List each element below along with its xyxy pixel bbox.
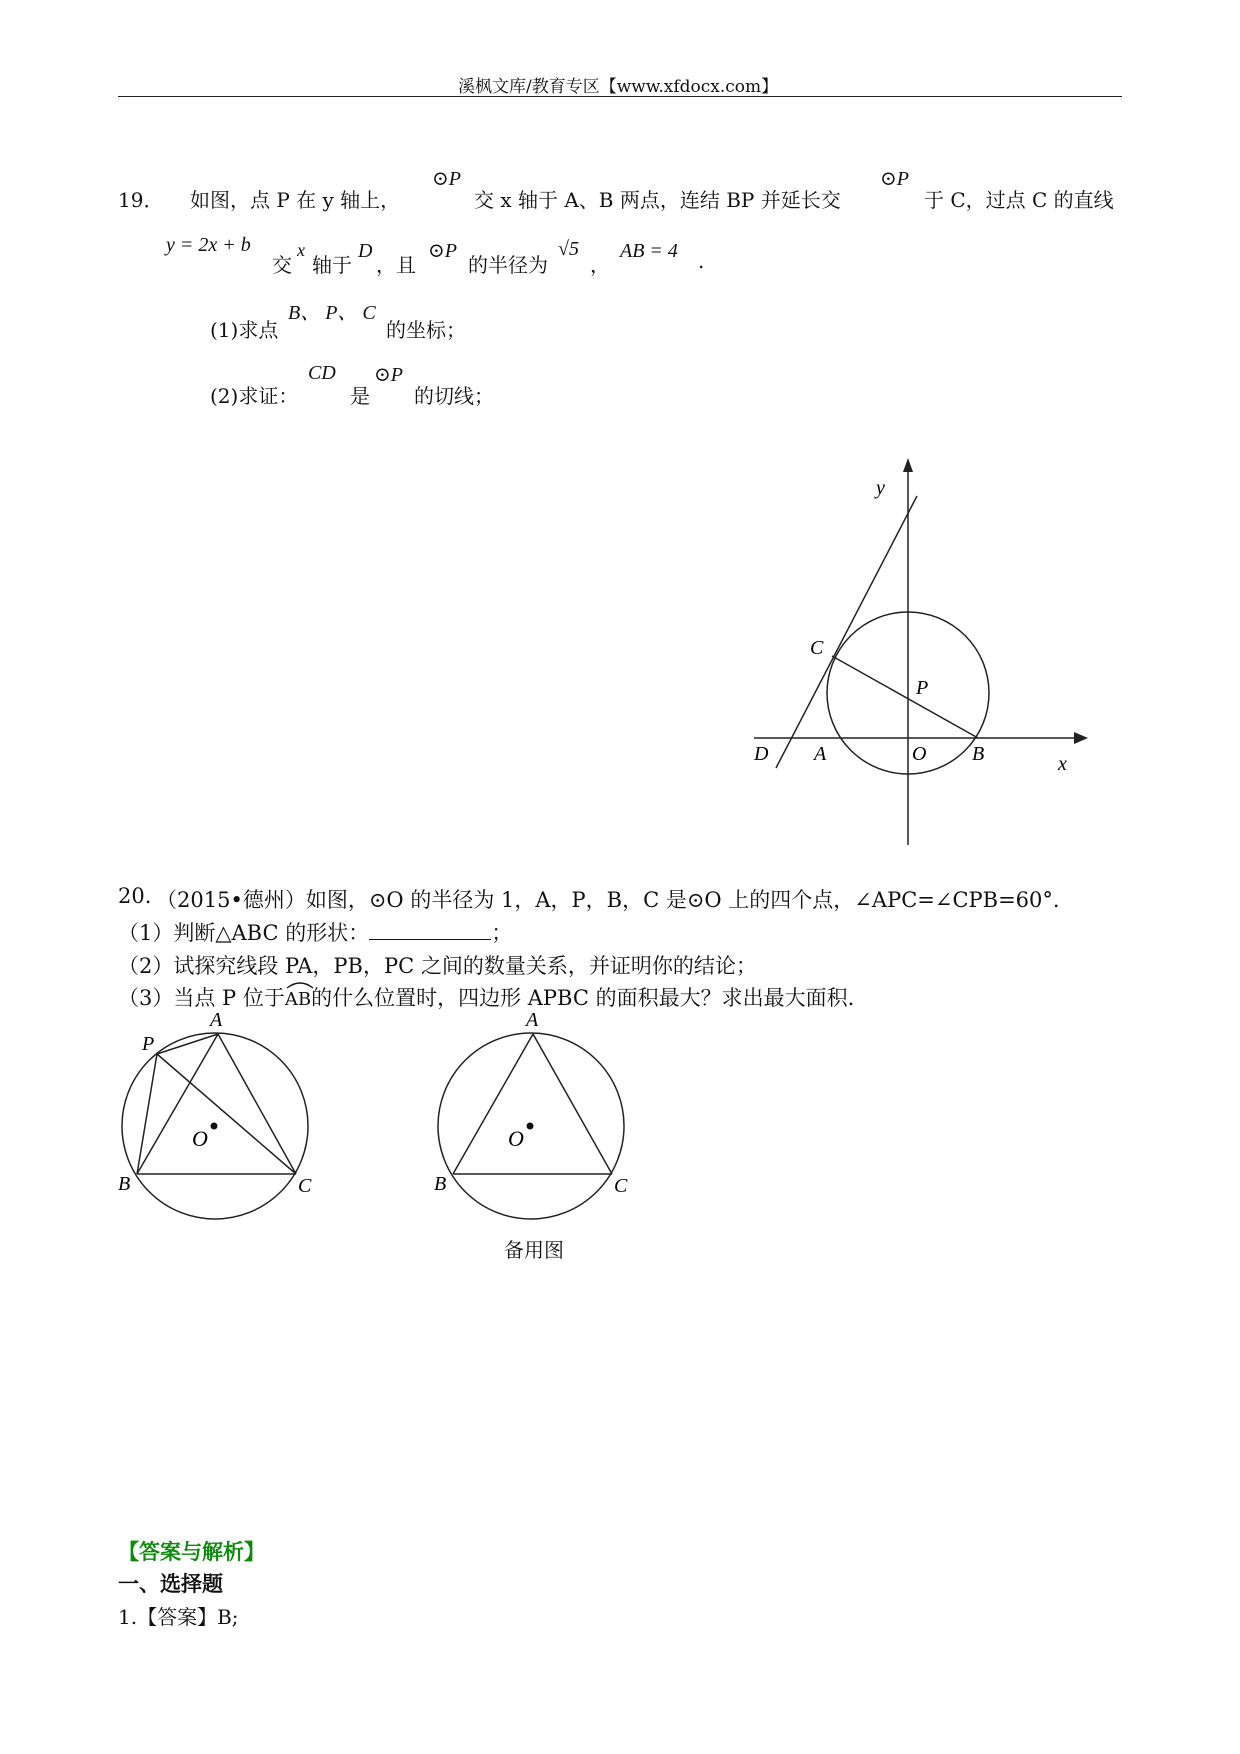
label-b: B [972,743,985,765]
q20-part3-a: （3）当点 P 位于 [118,986,285,1010]
q19-d-var: D [358,240,373,262]
label-a: A [210,1009,223,1031]
segment-cb [832,656,978,738]
q20-figure-2-caption: 备用图 [504,1238,564,1262]
q19-line2-c: ，且 [376,253,416,277]
q19-part2-text: 的切线； [414,384,494,408]
label-o: O [912,743,927,765]
label-p: P [916,677,929,699]
q19-circle-p-2: ⊙P [880,168,909,190]
q19-ab-equation: AB = 4 [620,240,678,262]
q19-sqrt5: √5 [558,238,579,260]
answers-section: 一、选择题 [118,1572,223,1596]
q19-part1-label: (1)求点 [210,318,279,342]
q19-circle-p-4: ⊙P [374,364,403,386]
q19-line2-a: 交 [272,253,292,277]
q20-part1-end: ； [491,921,513,945]
center-dot [211,1123,218,1130]
page-header: 溪枫文库/教育专区【www.xfdocx.com】 [458,77,779,97]
label-p: P [142,1033,155,1055]
q20-part1 [118,917,512,947]
q20-figure-1 [108,1005,348,1225]
side-ac [218,1034,296,1174]
answers-title: 【答案与解析】 [118,1540,265,1564]
label-o: O [508,1126,524,1151]
q19-line1-a: 如图，点 P 在 y 轴上， [190,188,401,212]
label-d: D [754,743,769,765]
q19-line2-b: 轴于 [312,253,352,277]
q19-comma: ， [590,253,610,277]
q19-line1-c: 于 C，过点 C 的直线 [924,188,1114,212]
q19-part1-text: 的坐标； [386,318,466,342]
q20-intro: （2015•德州）如图，⊙O 的半径为 1，A，P，B，C 是⊙O 上的四个点，∠APC=∠CPB=60°. [156,888,1060,912]
q19-part2-label: (2)求证： [210,384,299,408]
label-a: A [526,1009,539,1031]
q19-circle-p-3: ⊙P [428,240,457,262]
q20-part3-b: 的什么位置时，四边形 APBC 的面积最大？求出最大面积. [311,986,855,1010]
arc-ab-label: AB [284,989,312,1010]
side-ac [533,1034,612,1174]
label-y: y [876,477,885,499]
q19-line2-d: 的半径为 [468,253,548,277]
q20-answer-blank [369,921,491,940]
label-c: C [810,637,824,659]
label-c: C [298,1175,312,1197]
x-axis-arrow [1074,732,1088,744]
q19-line1-b: 交 x 轴于 A、B 两点，连结 BP 并延长交 [474,188,841,212]
q19-part2-cd: CD [308,362,336,384]
label-x: x [1058,753,1067,775]
q19-x-var: x [297,240,305,260]
side-ab [453,1034,533,1174]
q19-line-equation: y = 2x + b [166,234,251,256]
label-b: B [434,1173,447,1195]
q20-figure-2 [424,1005,664,1225]
label-a: A [814,743,827,765]
label-c: C [614,1175,628,1197]
label-b: B [118,1173,131,1195]
tangent-line [776,496,917,768]
q19-circle-p-1: ⊙P [432,168,461,190]
q19-part2-is: 是 [350,384,370,408]
header-rule [118,96,1122,97]
arc-symbol [285,979,315,989]
q20-number: 20. [118,884,152,908]
center-dot [527,1123,534,1130]
q19-part1-points: B、 P、 C [288,302,376,324]
q19-number: 19． [118,188,164,212]
answer-item-1: 1.【答案】B; [118,1605,239,1629]
q20-part1-text: （1）判断△ABC 的形状： [118,921,370,945]
q20-part2: （2）试探究线段 PA，PB，PC 之间的数量关系，并证明你的结论； [118,954,757,978]
y-axis-arrow [903,458,913,472]
q19-figure [740,450,1100,850]
segment-pc [157,1054,296,1174]
label-o: O [192,1126,208,1151]
q19-period: . [698,249,705,273]
